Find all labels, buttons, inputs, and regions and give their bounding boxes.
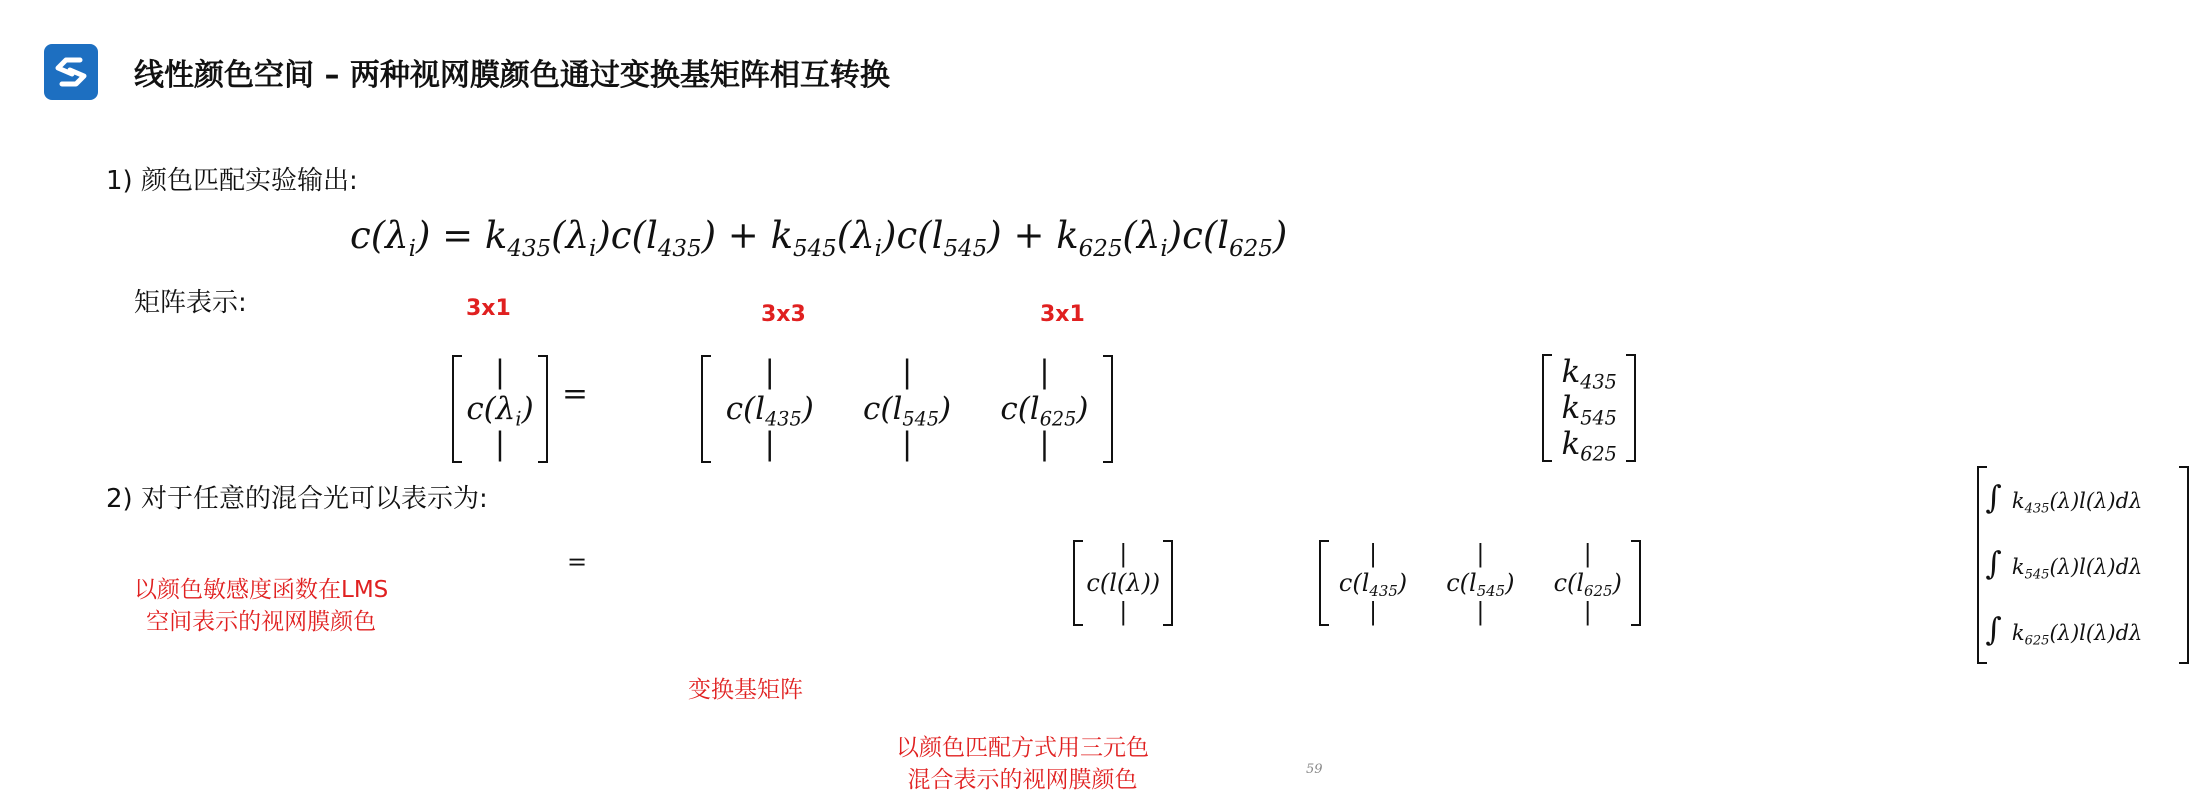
matrix-label: 矩阵表示: bbox=[134, 288, 247, 318]
slide-title: 线性颜色空间 – 两种视网膜颜色通过变换基矩阵相互转换 bbox=[134, 58, 890, 93]
vector-c-lambda-i: | $c(\lambda_i)$ | bbox=[452, 355, 548, 463]
dim-label-right: 3x1 bbox=[1040, 302, 1085, 327]
note-lms-line-2: 空间表示的视网膜颜色 bbox=[146, 609, 377, 635]
note-tristimulus-line-1: 以颜色匹配方式用三元色 bbox=[896, 735, 1149, 761]
logo-mark-icon bbox=[44, 44, 98, 100]
note-lms-label bbox=[134, 574, 388, 638]
basis-matrix: | | | $c(l_{435})$ $c(l_{545})$ $c(l_{625})$ | | | bbox=[701, 355, 1113, 463]
step1-label: 1) 颜色匹配实验输出: bbox=[106, 166, 358, 196]
dim-label-left: 3x1 bbox=[466, 296, 511, 321]
note-lms-line-1: 以颜色敏感度函数在LMS bbox=[134, 577, 389, 603]
stacked-s-logo bbox=[44, 44, 98, 100]
equals-sign-2: = bbox=[567, 548, 588, 576]
note-tristimulus-line-2: 混合表示的视网膜颜色 bbox=[907, 767, 1138, 793]
vector-c-l-lambda: | c(l(λ)) | bbox=[1073, 540, 1173, 626]
step2-label: 2) 对于任意的混合光可以表示为: bbox=[106, 484, 488, 514]
vector-k: $k_{435}$ $k_{545}$ $k_{625}$ bbox=[1542, 354, 1636, 462]
color-matching-equation: $c(\lambda_i) = k_{435}(\lambda_i)c(l_{435}) + k_{545}(\lambda_i)c(l_{545}) + k_{625}(\lambda_i)c(l_{625})$ bbox=[350, 214, 1288, 263]
note-basis-label: 变换基矩阵 bbox=[688, 677, 803, 703]
dim-label-middle: 3x3 bbox=[761, 302, 806, 327]
page-number: 59 bbox=[1306, 762, 1323, 777]
basis-matrix-2: | | | $c(l_{435})$ $c(l_{545})$ $c(l_{625})$ | | | bbox=[1319, 540, 1641, 626]
vector-k-integrals: ∫ $k_{435}(\lambda)l(\lambda)d\lambda$ ∫ $k_{545}(\lambda)l(\lambda)d\lambda$ ∫ $k_{625}(\lambda)l(\lambda)d\lambda$ bbox=[1977, 466, 2189, 664]
equals-sign: = bbox=[562, 376, 588, 412]
note-tristimulus-label bbox=[896, 732, 1149, 796]
